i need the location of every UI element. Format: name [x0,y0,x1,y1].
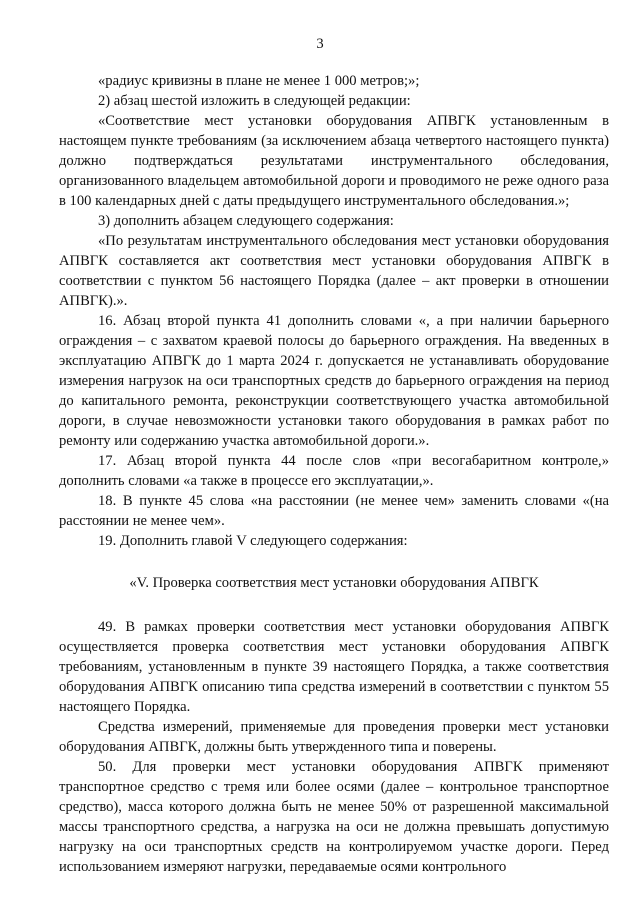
paragraph: «радиус кривизны в плане не менее 1 000 метров;»; [98,73,420,89]
paragraph: Средства измерений, применяемые для проведения проверки мест установки оборудования АПВГК, должны быть утвержденного типа и поверены. [59,719,609,755]
section-heading: «V. Проверка соответствия мест установки оборудования АПВГК [129,575,539,591]
paragraph: «Соответствие мест установки оборудования АПВГК установленным в настоящем пункте требованиям (за исключением абзаца четвертого настоящего пункта) должно подтверждаться результатами инструментального обследования, организованного владельцем автомобильной дороги и проводимого не реже одного раза в 100 календарных дней с даты предыдущего инструментального обследования.»; [59,113,609,209]
paragraph: 50. Для проверки мест установки оборудования АПВГК применяют транспортное средство с тремя или более осями (далее – контрольное транспортное средство), масса которого должна быть не менее 50% от разрешенной максимальной массы транспортного средства, а нагрузка на оси не должна превышать допустимую нагрузку на оси транспортных средств на контролируемом участке дороги. Перед использованием измеряют нагрузки, передаваемые осями контрольного [59,759,609,875]
paragraph: 49. В рамках проверки соответствия мест установки оборудования АПВГК осуществляется проверка соответствия мест установки оборудования АПВГК требованиям, установленным в пункте 39 настоящего Порядка, а также соответствия оборудования АПВГК описанию типа средства измерений в соответствии с пунктом 55 настоящего Порядка. [59,619,609,715]
page-number: 3 [316,36,324,52]
paragraph: 3) дополнить абзацем следующего содержания: [98,213,394,229]
paragraph: 16. Абзац второй пункта 41 дополнить словами «, а при наличии барьерного ограждения – с захватом краевой полосы до барьерного ограждения. На введенных в эксплуатацию АПВГК до 1 марта 2024 г. допускается не устанавливать оборудование измерения нагрузок на оси транспортных средств до барьерного ограждения на период до капитального ремонта, реконструкции соответствующего участка автомобильной дороги, в случае невозможности установки такого оборудования в рамках работ по ремонту или содержанию участка автомобильной дороги.». [59,313,609,449]
paragraph: 2) абзац шестой изложить в следующей редакции: [98,93,411,109]
paragraph: «По результатам инструментального обследования мест установки оборудования АПВГК составляется акт соответствия мест установки оборудования АПВГК в соответствии с пунктом 56 настоящего Порядка (далее – акт проверки в отношении АПВГК).». [59,233,609,309]
paragraph: 19. Дополнить главой V следующего содержания: [98,533,408,549]
paragraph: 17. Абзац второй пункта 44 после слов «при весогабаритном контроле,» дополнить словами «а также в процессе его эксплуатации,». [59,453,609,489]
document-body [59,71,609,877]
paragraph: 18. В пункте 45 слова «на расстоянии (не менее чем» заменить словами «(на расстоянии не менее чем». [59,493,609,529]
